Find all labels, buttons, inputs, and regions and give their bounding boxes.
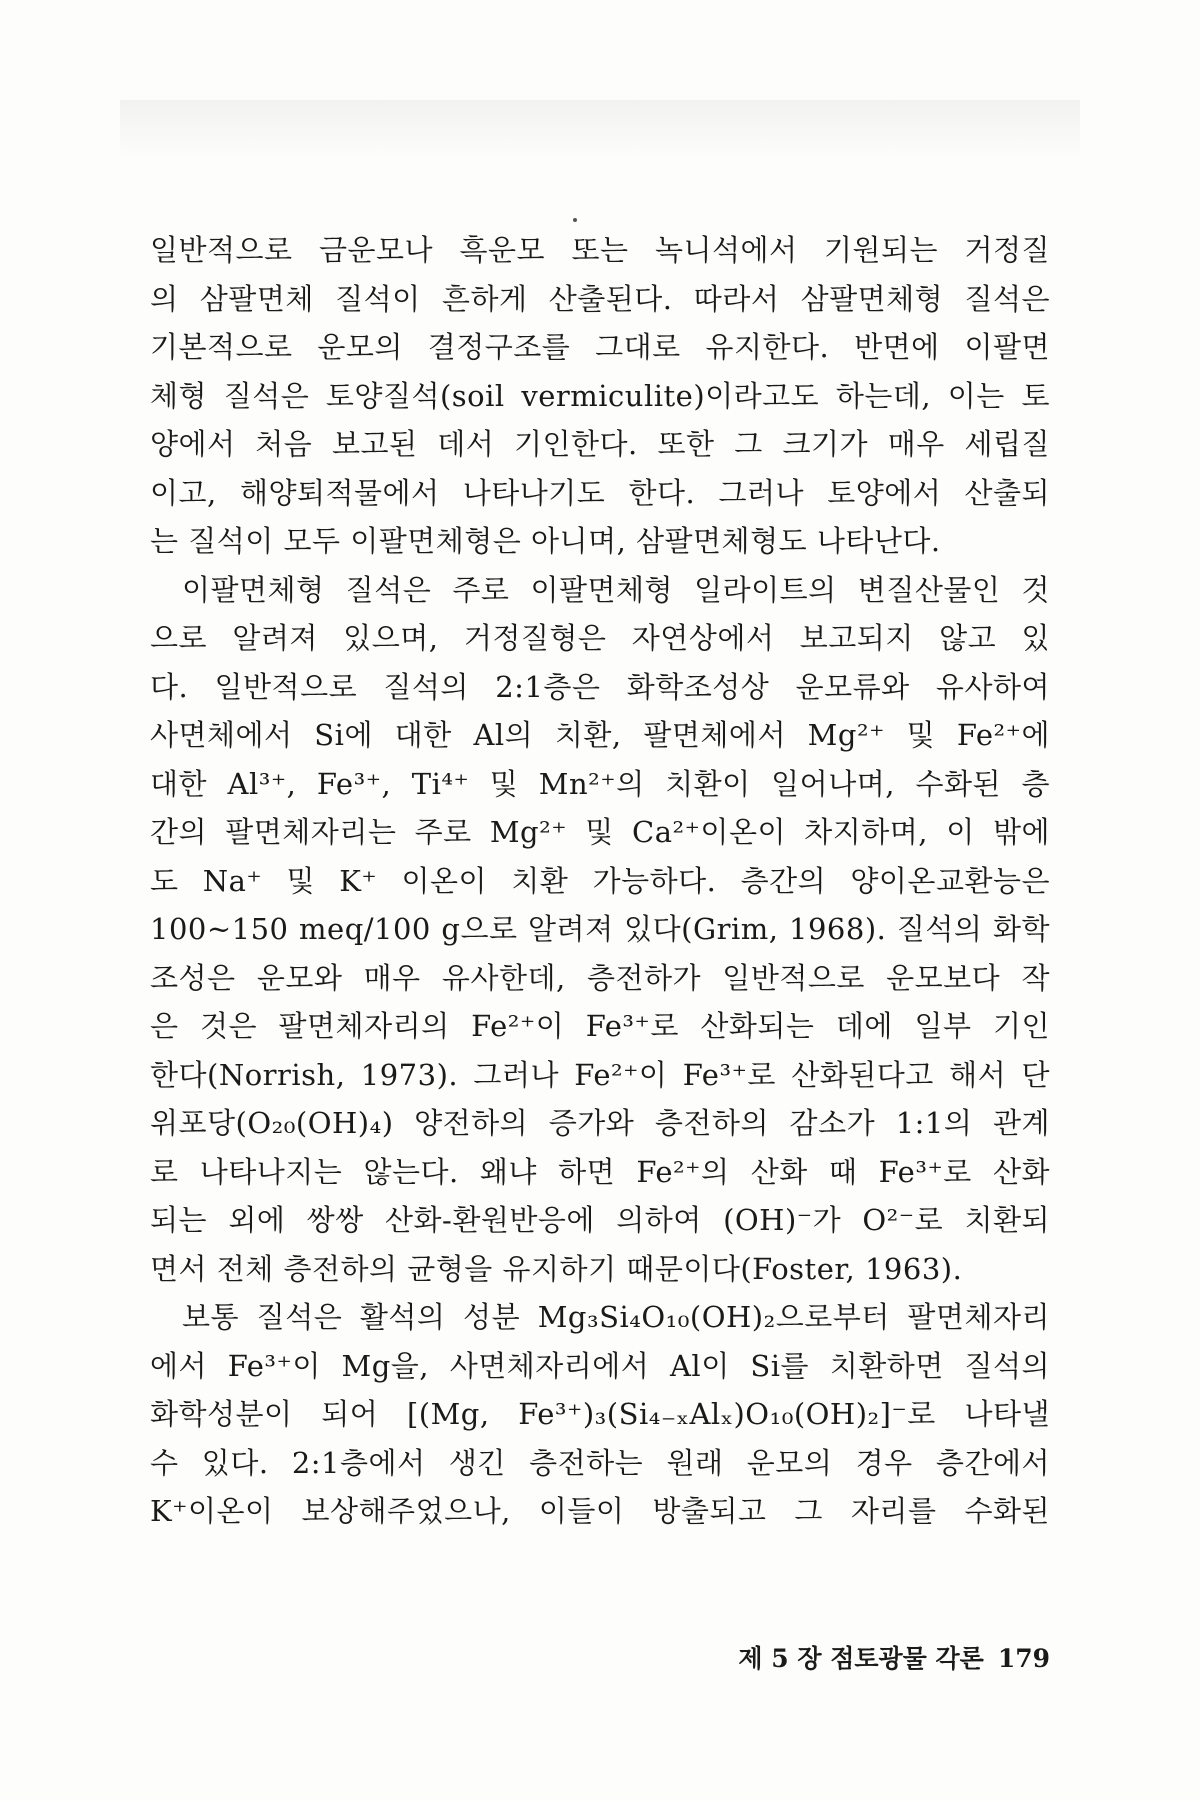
text-line: 이고, 해양퇴적물에서 나타나기도 한다. 그러나 토양에서 산출되 [150, 475, 1050, 510]
text-line: 다. 일반적으로 질석의 2:1층은 화학조성상 운모류와 유사하여 [150, 669, 1050, 704]
text-line: 로 나타나지는 않는다. 왜냐 하면 Fe²⁺의 산화 때 Fe³⁺로 산화 [150, 1154, 1050, 1189]
text-line: 보통 질석은 활석의 성분 Mg₃Si₄O₁₀(OH)₂으로부터 팔면체자리 [182, 1300, 1050, 1334]
page-number: 179 [997, 1644, 1050, 1673]
page-footer [738, 1639, 1050, 1675]
text-line: 되는 외에 쌍쌍 산화-환원반응에 의하여 (OH)⁻가 O²⁻로 치환되 [150, 1203, 1050, 1237]
body-text [150, 226, 1050, 1536]
text-line: 의 삼팔면체 질석이 흔하게 산출된다. 따라서 삼팔면체형 질석은 [150, 281, 1050, 316]
text-line: 화학성분이 되어 [(Mg, Fe³⁺)₃(Si₄₋ₓAlₓ)O₁₀(OH)₂]⁻로 나타낼 [150, 1397, 1050, 1431]
text-line: 사면체에서 Si에 대한 Al의 치환, 팔면체에서 Mg²⁺ 및 Fe²⁺에 [150, 718, 1050, 752]
text-line: 간의 팔면체자리는 주로 Mg²⁺ 및 Ca²⁺이온이 차지하며, 이 밖에 [150, 815, 1050, 849]
print-speck [573, 218, 577, 222]
text-line: 는 질석이 모두 이팔면체형은 아니며, 삼팔면체형도 나타난다. [150, 524, 941, 558]
text-line: K⁺이온이 보상해주었으나, 이들이 방출되고 그 자리를 수화된 [150, 1494, 1050, 1528]
text-line: 한다(Norrish, 1973). 그러나 Fe²⁺이 Fe³⁺로 산화된다고 해서 단 [150, 1057, 1050, 1092]
text-line: 에서 Fe³⁺이 Mg을, 사면체자리에서 Al이 Si를 치환하면 질석의 [150, 1348, 1050, 1383]
text-line: 기본적으로 운모의 결정구조를 그대로 유지한다. 반면에 이팔면 [150, 330, 1050, 364]
text-line: 으로 알려져 있으며, 거정질형은 자연상에서 보고되지 않고 있 [150, 621, 1050, 655]
text-line: 일반적으로 금운모나 흑운모 또는 녹니석에서 기원되는 거정질 [150, 233, 1050, 267]
text-line: 위포당(O₂₀(OH)₄) 양전하의 증가와 층전하의 감소가 1:1의 관계 [150, 1106, 1050, 1140]
chapter-title: 제 5 장 점토광물 각론 [738, 1644, 984, 1673]
text-line: 이팔면체형 질석은 주로 이팔면체형 일라이트의 변질산물인 것 [182, 572, 1050, 607]
text-line: 조성은 운모와 매우 유사한데, 층전하가 일반적으로 운모보다 작 [150, 960, 1050, 995]
text-line: 100~150 meq/100 g으로 알려져 있다(Grim, 1968). 질석의 화학 [150, 912, 1050, 946]
page-shadow [120, 100, 1080, 160]
text-line: 대한 Al³⁺, Fe³⁺, Ti⁴⁺ 및 Mn²⁺의 치환이 일어나며, 수화된 층 [150, 766, 1050, 801]
text-line: 수 있다. 2:1층에서 생긴 층전하는 원래 운모의 경우 층간에서 [150, 1445, 1050, 1480]
text-line: 도 Na⁺ 및 K⁺ 이온이 치환 가능하다. 층간의 양이온교환능은 [150, 863, 1050, 898]
text-line: 양에서 처음 보고된 데서 기인한다. 또한 그 크기가 매우 세립질 [150, 427, 1050, 461]
text-line: 은 것은 팔면체자리의 Fe²⁺이 Fe³⁺로 산화되는 데에 일부 기인 [150, 1009, 1050, 1043]
text-line: 면서 전체 층전하의 균형을 유지하기 때문이다(Foster, 1963). [150, 1251, 963, 1286]
text-line: 체형 질석은 토양질석(soil vermiculite)이라고도 하는데, 이는 토 [150, 378, 1050, 413]
